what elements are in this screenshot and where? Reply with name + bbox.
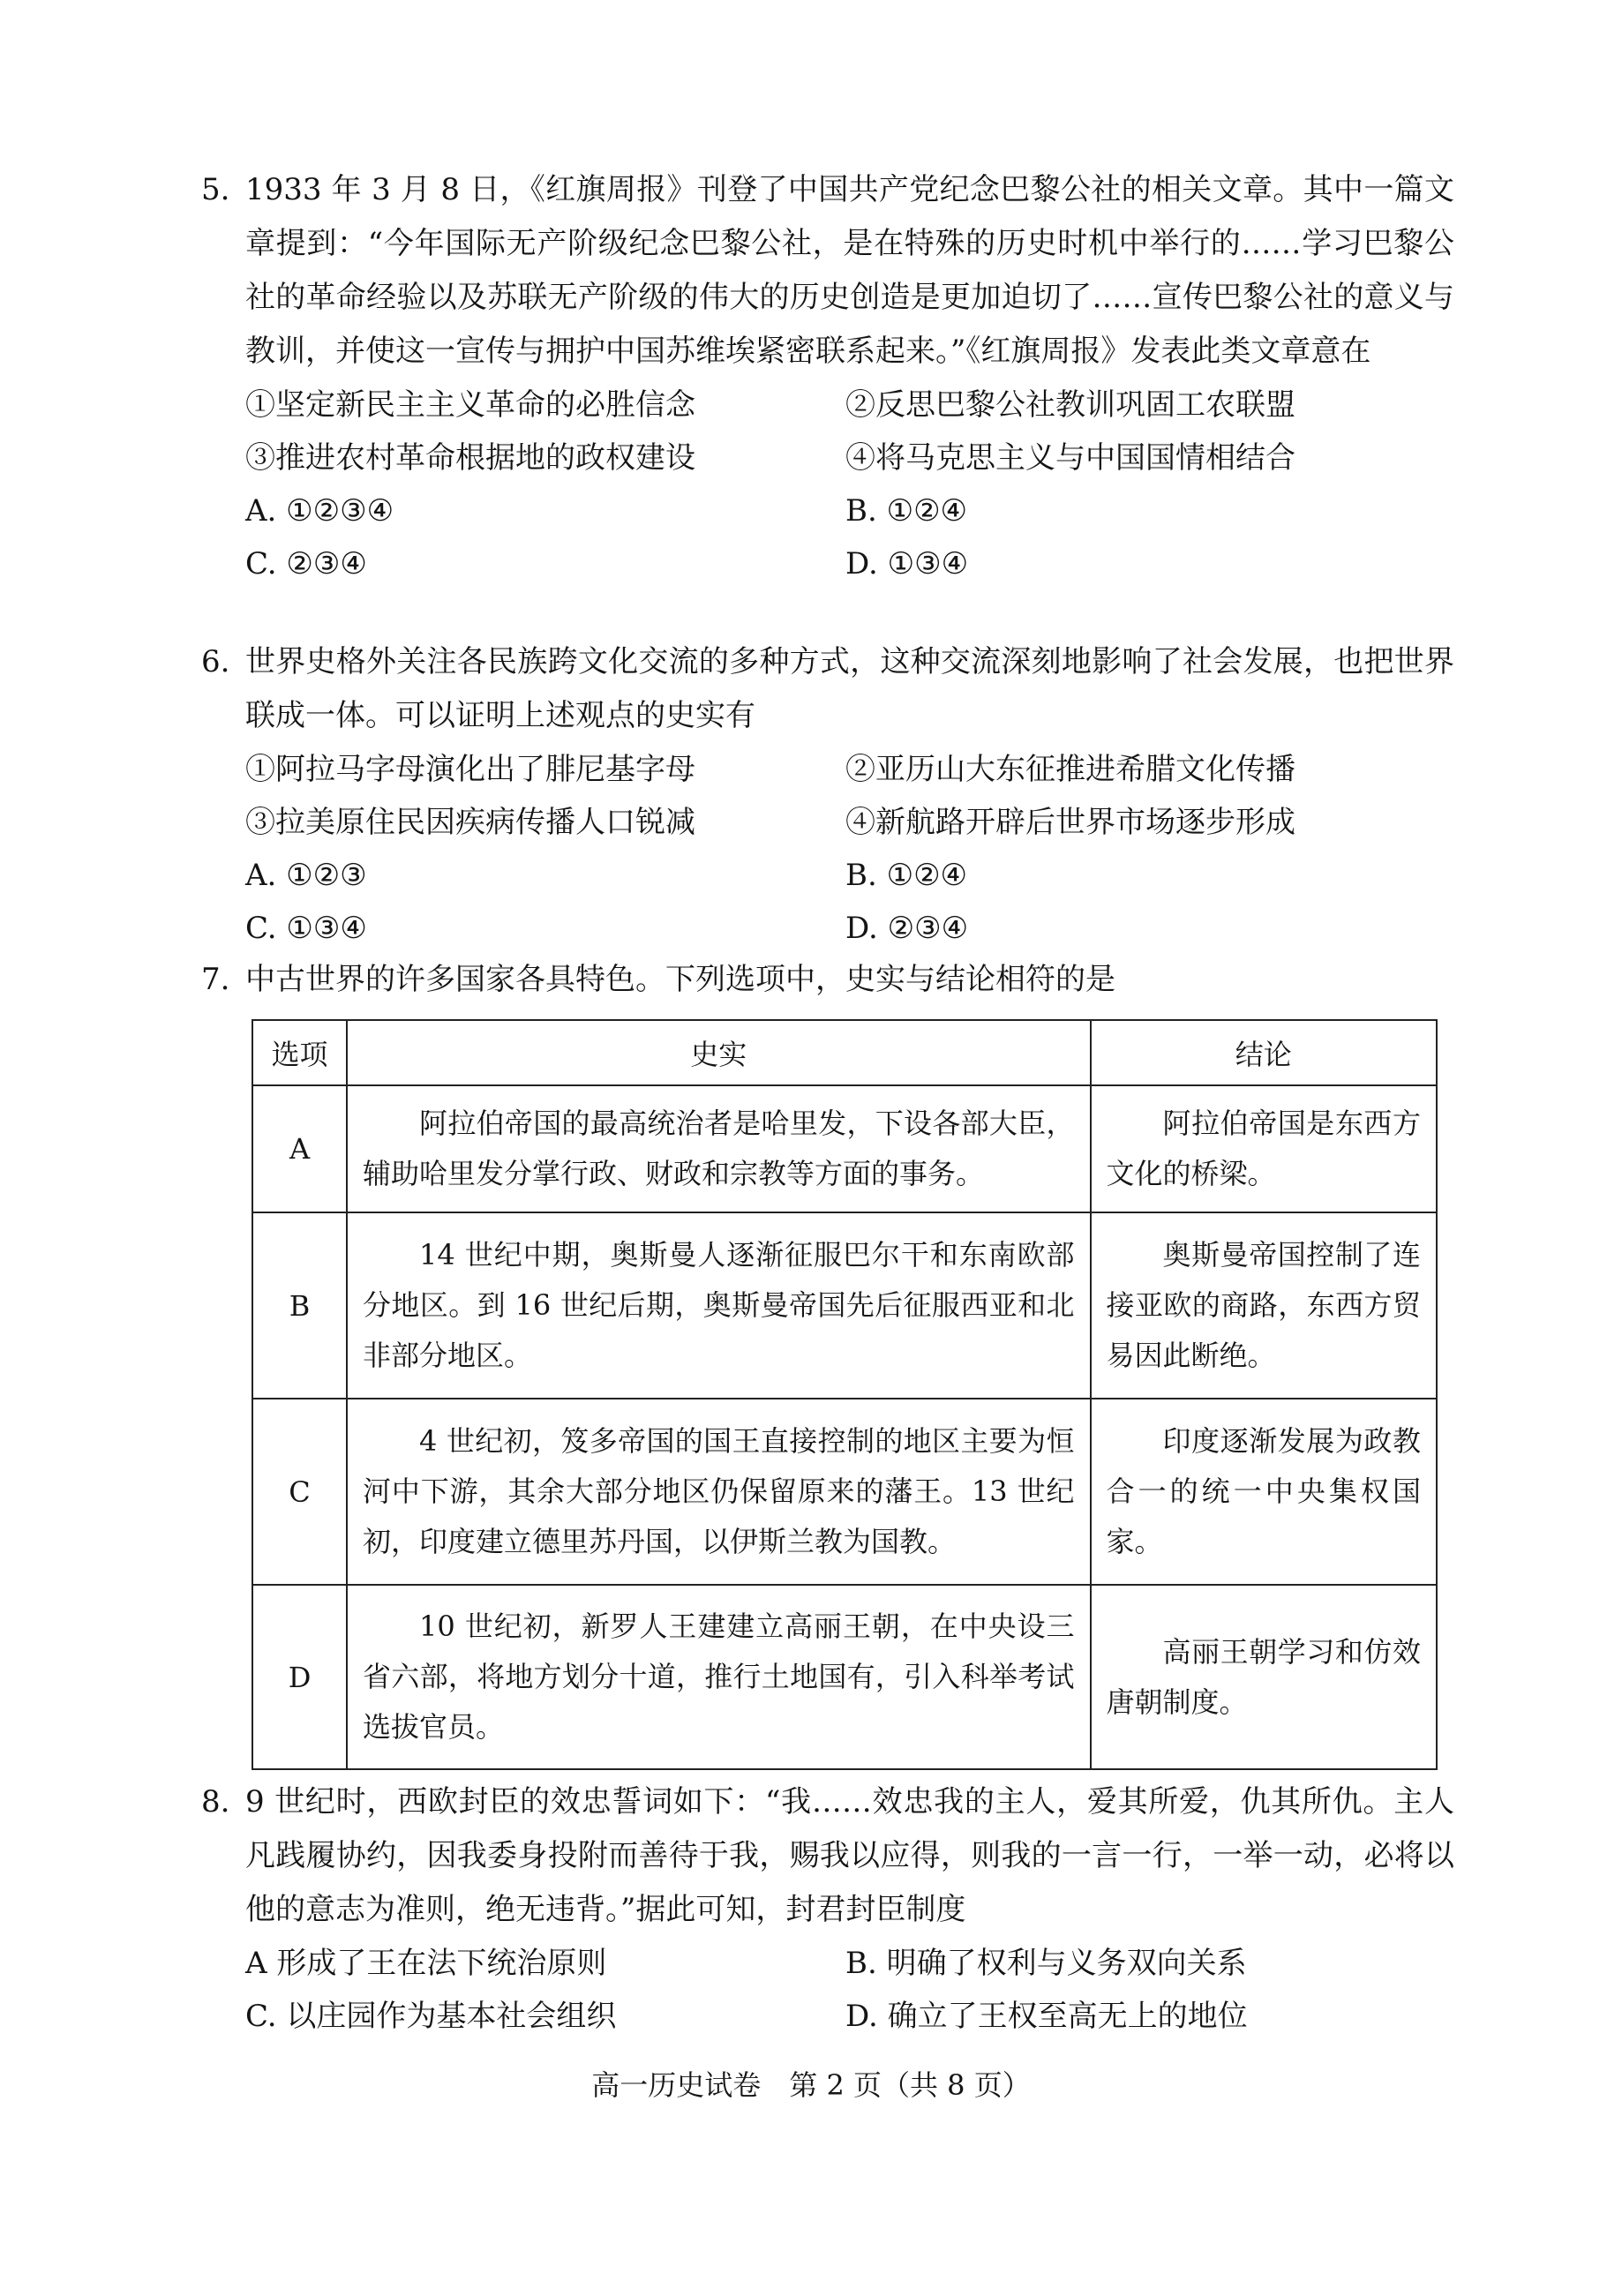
question-text: 9 世纪时，西欧封臣的效忠誓词如下：“我……效忠我的主人，爱其所爱，仇其所仇。主人凡践履协约，因我委身投附而善待于我，赐我以应得，则我的一言一行，一举一动，必将以他的意志为准则，绝无违背。”据此可知，封君封臣制度 — [245, 1784, 1454, 1927]
row-conclusion: 印度逐渐发展为政教合一的统一中央集权国家。 — [1106, 1424, 1421, 1558]
statement-item: ④新航路开辟后世界市场逐步形成 — [845, 805, 1295, 840]
row-fact-cell — [347, 1585, 1090, 1769]
statement-item: ③推进农村革命根据地的政权建设 — [245, 440, 695, 476]
statement-row — [201, 431, 1454, 484]
choice-d: D. ②③④ — [845, 911, 969, 946]
question-8 — [201, 1775, 1454, 2043]
row-conclusion-cell — [1091, 1212, 1437, 1399]
choice-a: A. ①②③④ — [245, 493, 394, 529]
choice-d: D. ①③④ — [845, 546, 969, 582]
question-stem — [201, 635, 1454, 743]
choice-b: B. 明确了权利与义务双向关系 — [845, 1946, 1247, 1981]
question-text: 中古世界的许多国家各具特色。下列选项中，史实与结论相符的是 — [245, 962, 1115, 997]
row-fact-cell — [347, 1212, 1090, 1399]
statement-row — [201, 743, 1454, 796]
header-conclusion: 结论 — [1091, 1020, 1437, 1085]
statement-item: ①坚定新民主主义革命的必胜信念 — [245, 387, 695, 423]
row-conclusion: 阿拉伯帝国是东西方文化的桥梁。 — [1106, 1107, 1421, 1190]
question-number: 5. — [201, 172, 230, 207]
row-option: B — [252, 1212, 347, 1399]
statement-row — [201, 796, 1454, 849]
choice-row — [201, 1937, 1454, 1990]
choice-row — [201, 1990, 1454, 2043]
row-fact: 阿拉伯帝国的最高统治者是哈里发，下设各部大臣，辅助哈里发分掌行政、财政和宗教等方面的事务。 — [363, 1107, 1075, 1190]
page-footer: 高一历史试卷 第 2 页（共 8 页） — [591, 2068, 1031, 2102]
question-text: 1933 年 3 月 8 日，《红旗周报》刊登了中国共产党纪念巴黎公社的相关文章。其中一篇文章提到：“今年国际无产阶级纪念巴黎公社，是在特殊的历史时机中举行的……学习巴黎公社的革命经验以及苏联无产阶级的伟大的历史创造是更加迫切了……宣传巴黎公社的意义与教训，并使这一宣传与拥护中国苏维埃紧密联系起来。”《红旗周报》发表此类文章意在 — [245, 172, 1454, 369]
choice-a: A. ①②③ — [245, 858, 367, 893]
row-conclusion: 奥斯曼帝国控制了连接亚欧的商路，东西方贸易因此断绝。 — [1106, 1238, 1421, 1372]
row-conclusion: 高丽王朝学习和仿效唐朝制度。 — [1106, 1634, 1421, 1719]
row-option: A — [252, 1085, 347, 1212]
question-text: 世界史格外关注各民族跨文化交流的多种方式，这种交流深刻地影响了社会发展，也把世界联成一体。可以证明上述观点的史实有 — [245, 644, 1454, 733]
choice-c: C. ②③④ — [245, 546, 367, 582]
question-stem — [201, 1775, 1454, 1937]
table-header-row — [252, 1020, 1437, 1085]
question-7 — [201, 953, 1454, 1007]
table-row — [252, 1212, 1437, 1399]
choice-d: D. 确立了王权至高无上的地位 — [845, 1999, 1248, 2034]
choice-row — [201, 902, 1454, 955]
question-number: 7. — [201, 962, 230, 997]
choice-b: B. ①②④ — [845, 858, 968, 893]
statement-item: ②反思巴黎公社教训巩固工农联盟 — [845, 387, 1295, 423]
question-stem — [201, 953, 1454, 1007]
row-option: D — [252, 1585, 347, 1769]
row-option: C — [252, 1399, 347, 1585]
header-fact: 史实 — [347, 1020, 1090, 1085]
statement-item: ③拉美原住民因疾病传播人口锐减 — [245, 805, 695, 840]
row-fact: 10 世纪初，新罗人王建建立高丽王朝，在中央设三省六部，将地方划分十道，推行土地国有，引入科举考试选拔官员。 — [363, 1609, 1075, 1744]
row-conclusion-cell — [1091, 1585, 1437, 1769]
question-5 — [201, 163, 1454, 590]
row-fact-cell — [347, 1399, 1090, 1585]
table-row — [252, 1085, 1437, 1212]
facts-conclusion-table — [252, 1019, 1438, 1770]
choice-row — [201, 849, 1454, 902]
table-row — [252, 1585, 1437, 1769]
header-option: 选项 — [252, 1020, 347, 1085]
question-number: 6. — [201, 644, 230, 679]
row-fact: 14 世纪中期，奥斯曼人逐渐征服巴尔干和东南欧部分地区。到 16 世纪后期，奥斯曼帝国先后征服西亚和北非部分地区。 — [363, 1238, 1075, 1372]
statement-item: ④将马克思主义与中国国情相结合 — [845, 440, 1295, 476]
row-conclusion-cell — [1091, 1085, 1437, 1212]
row-conclusion-cell — [1091, 1399, 1437, 1585]
choice-row — [201, 537, 1454, 590]
choice-a: A 形成了王在法下统治原则 — [245, 1946, 607, 1981]
table-row — [252, 1399, 1437, 1585]
choice-b: B. ①②④ — [845, 493, 968, 529]
statement-item: ①阿拉马字母演化出了腓尼基字母 — [245, 752, 695, 787]
statement-row — [201, 379, 1454, 431]
statement-item: ②亚历山大东征推进希腊文化传播 — [845, 752, 1295, 787]
row-fact-cell — [347, 1085, 1090, 1212]
question-stem — [201, 163, 1454, 379]
choice-c: C. ①③④ — [245, 911, 367, 946]
row-fact: 4 世纪初，笈多帝国的国王直接控制的地区主要为恒河中下游，其余大部分地区仍保留原来的藩王。13 世纪初，印度建立德里苏丹国，以伊斯兰教为国教。 — [363, 1424, 1075, 1558]
question-6 — [201, 635, 1454, 955]
choice-row — [201, 484, 1454, 537]
choice-c: C. 以庄园作为基本社会组织 — [245, 1999, 617, 2034]
question-number: 8. — [201, 1784, 230, 1820]
